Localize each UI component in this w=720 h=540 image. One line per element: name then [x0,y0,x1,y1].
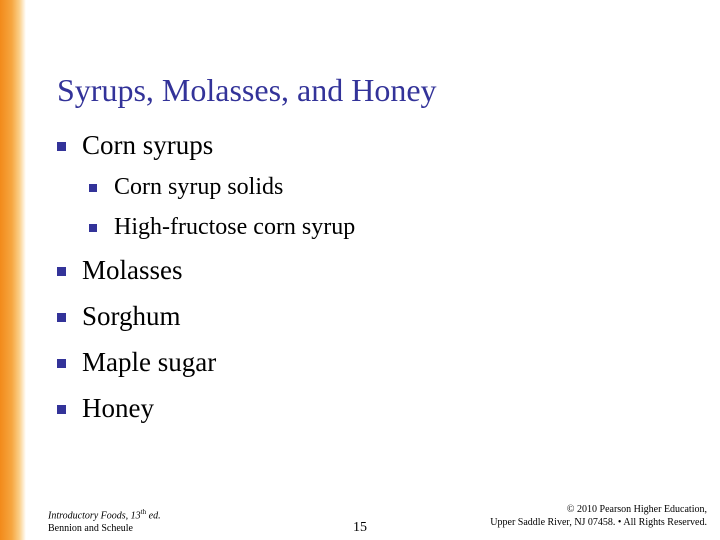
footer-copyright [490,503,707,529]
square-bullet-icon [89,224,97,232]
bullet-item [82,347,216,378]
bullet-text: Molasses [82,255,183,285]
edition-suffix: ed. [146,510,161,522]
footer-book-info [48,506,161,535]
bullet-text: Sorghum [82,301,181,331]
square-bullet-icon [57,142,66,151]
sub-bullet-item [114,174,283,201]
bullet-text: Corn syrups [82,130,214,160]
edition-superscript: th [140,508,147,516]
bullet-text: Maple sugar [82,347,217,377]
orange-accent-bar [0,0,26,540]
slide-title: Syrups, Molasses, and Honey [57,72,437,108]
copyright-line-1: © 2010 Pearson Higher Education, [566,504,707,515]
square-bullet-icon [57,405,66,414]
bullet-text: Honey [82,393,154,423]
bullet-item [82,393,154,424]
square-bullet-icon [57,267,66,276]
square-bullet-icon [89,184,97,192]
square-bullet-icon [57,313,66,322]
page-number: 15 [353,520,367,535]
sub-bullet-item [114,214,355,241]
bullet-text: High-fructose corn syrup [114,214,356,240]
authors: Bennion and Scheule [48,523,133,535]
bullet-text: Corn syrup solids [114,174,284,200]
bullet-item [82,130,213,161]
book-title: Introductory Foods, 13 [48,510,141,522]
square-bullet-icon [57,359,66,368]
copyright-line-2: Upper Saddle River, NJ 07458. • All Rights Reserved. [490,517,707,528]
bullet-item [82,255,183,286]
bullet-item [82,301,181,332]
